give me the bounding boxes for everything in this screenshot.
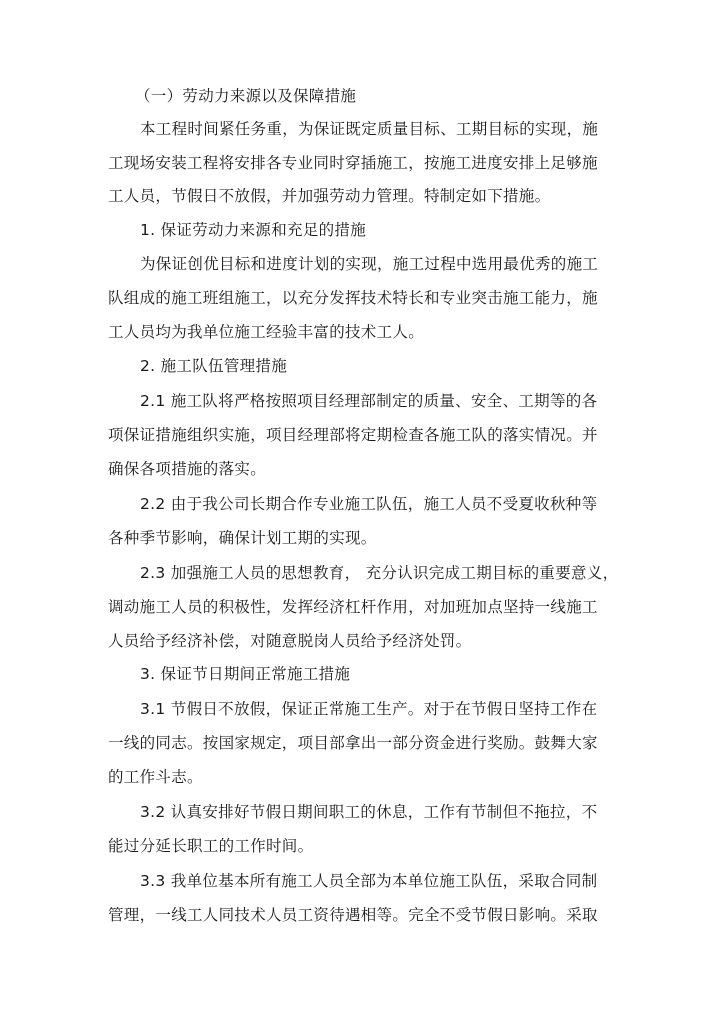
paragraph-line: 3.1 节假日不放假，保证正常施工生产。对于在节假日坚持工作在 <box>140 700 598 718</box>
paragraph-line: 2.2 由于我公司长期合作专业施工队伍，施工人员不受夏收秋种等 <box>140 495 598 513</box>
paragraph-line: 队组成的施工班组施工，以充分发挥技术特长和专业突击施工能力，施 <box>108 289 598 307</box>
paragraph-line: 2.1 施工队将严格按照项目经理部制定的质量、安全、工期等的各 <box>140 392 598 410</box>
paragraph-line: 3.3 我单位基本所有施工人员全部为本单位施工队伍，采取合同制 <box>140 872 598 890</box>
subsection-heading: 3. 保证节日期间正常施工措施 <box>140 665 351 683</box>
paragraph-line: 为保证创优目标和进度计划的实现，施工过程中选用最优秀的施工 <box>140 255 599 273</box>
paragraph-line: 工人员，节假日不放假，并加强劳动力管理。特制定如下措施。 <box>108 187 551 205</box>
paragraph-line: 本工程时间紧任务重，为保证既定质量目标、工期目标的实现，施 <box>140 120 599 138</box>
subsection-heading: 1. 保证劳动力来源和充足的措施 <box>140 221 367 239</box>
paragraph-line: 项保证措施组织实施，项目经理部将定期检查各施工队的落实情况。并 <box>108 426 598 444</box>
paragraph-line: 管理，一线工人同技术人员工资待遇相等。完全不受节假日影响。采取 <box>108 906 598 924</box>
paragraph-line: 2.3 加强施工人员的思想教育， 充分认识完成工期目标的重要意义， <box>140 564 619 582</box>
paragraph-line: 3.2 认真安排好节假日期间职工的休息，工作有节制但不拖拉，不 <box>140 803 598 821</box>
paragraph-line: 工人员均为我单位施工经验丰富的技术工人。 <box>108 323 425 341</box>
paragraph-line: 工现场安装工程将安排各专业同时穿插施工，按施工进度安排上足够施 <box>108 154 598 172</box>
paragraph-line: 一线的同志。按国家规定，项目部拿出一部分资金进行奖励。鼓舞大家 <box>108 734 598 752</box>
paragraph-line: 各种季节影响，确保计划工期的实现。 <box>108 529 377 547</box>
subsection-heading: 2. 施工队伍管理措施 <box>140 357 288 375</box>
paragraph-line: 能过分延长职工的工作时间。 <box>108 837 314 855</box>
paragraph-line: 确保各项措施的落实。 <box>108 460 267 478</box>
paragraph-line: 的工作斗志。 <box>108 768 203 786</box>
paragraph-line: 调动施工人员的积极性，发挥经济杠杆作用，对加班加点坚持一线施工 <box>108 598 598 616</box>
paragraph-line: 人员给予经济补偿，对随意脱岗人员给予经济处罚。 <box>108 632 472 650</box>
section-title: （一）劳动力来源以及保障措施 <box>135 87 357 105</box>
